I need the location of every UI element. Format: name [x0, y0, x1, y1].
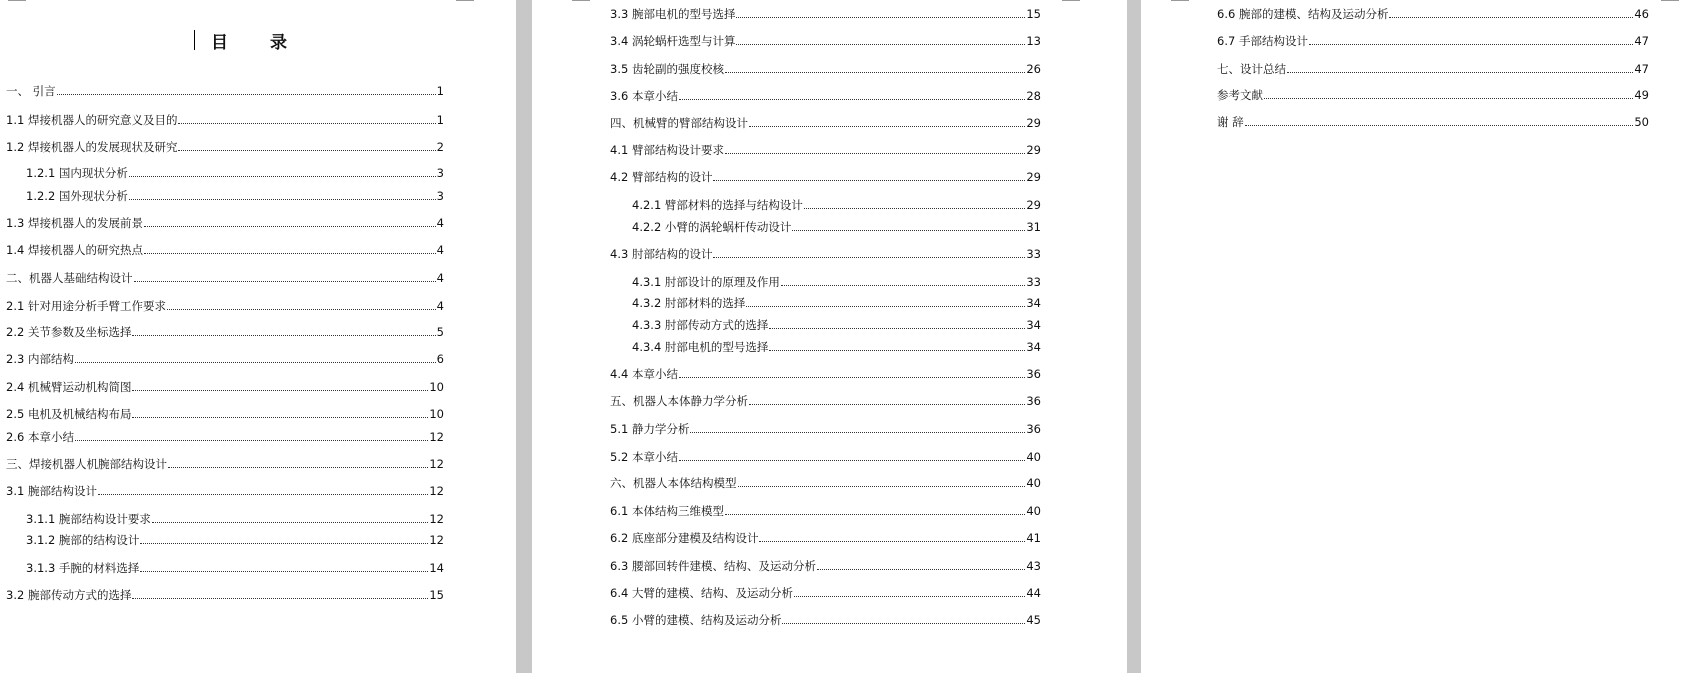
toc-entry-page-number: 1: [436, 113, 444, 127]
toc-entry[interactable]: [610, 503, 1041, 519]
toc-dot-leader: [132, 389, 428, 391]
toc-entry-page-number: 40: [1026, 504, 1041, 518]
toc-entry-page-number: 4: [436, 243, 444, 257]
toc-dot-leader: [129, 198, 436, 200]
document-page-2[interactable]: [532, 0, 1127, 673]
toc-dot-leader: [713, 179, 1025, 181]
toc-entry[interactable]: [610, 6, 1041, 22]
toc-entry-page-number: 40: [1026, 450, 1041, 464]
toc-entry[interactable]: [610, 421, 1041, 437]
toc-entry-page-number: 34: [1026, 318, 1041, 332]
toc-entry-label: 1.4 焊接机器人的研究热点: [6, 243, 143, 257]
toc-dot-leader: [132, 597, 428, 599]
toc-entry[interactable]: [1217, 114, 1649, 130]
toc-dot-leader: [178, 149, 435, 151]
toc-dot-leader: [794, 595, 1025, 597]
toc-entry-page-number: 4: [436, 299, 444, 313]
toc-entry[interactable]: [610, 115, 1041, 131]
toc-dot-leader: [746, 305, 1025, 307]
toc-entry-label: 3.4 涡轮蜗杆选型与计算: [610, 34, 736, 48]
toc-entry-page-number: 1: [436, 84, 444, 98]
toc-entry[interactable]: [6, 112, 444, 128]
toc-entry[interactable]: [6, 242, 444, 258]
toc-entry-page-number: 28: [1026, 89, 1041, 103]
toc-entry[interactable]: [632, 274, 1041, 290]
toc-entry-page-number: 10: [429, 380, 444, 394]
toc-entry[interactable]: [6, 215, 444, 231]
toc-entry[interactable]: [632, 295, 1041, 311]
toc-entry-page-number: 40: [1026, 476, 1041, 490]
toc-entry-label: 3.1.1 腕部结构设计要求: [26, 512, 151, 526]
toc-entry-label: 4.3.1 肘部设计的原理及作用: [632, 275, 780, 289]
toc-entry[interactable]: [632, 219, 1041, 235]
toc-entry-page-number: 4: [436, 271, 444, 285]
toc-dot-leader: [1389, 16, 1633, 18]
toc-dot-leader: [129, 175, 436, 177]
page-corner-mark: [572, 0, 590, 1]
toc-entry-page-number: 46: [1634, 7, 1649, 21]
page-corner-mark: [1062, 0, 1080, 1]
toc-entry[interactable]: [6, 483, 444, 499]
toc-entry[interactable]: [1217, 87, 1649, 103]
toc-entry-label: 1.2.1 国内现状分析: [26, 166, 128, 180]
toc-entry-page-number: 45: [1026, 613, 1041, 627]
toc-dot-leader: [725, 513, 1025, 515]
toc-entry-page-number: 3: [436, 166, 444, 180]
toc-entry-page-number: 12: [429, 484, 444, 498]
toc-entry-label: 4.3.4 肘部电机的型号选择: [632, 340, 769, 354]
toc-entry-page-number: 26: [1026, 62, 1041, 76]
toc-entry-label: 5.1 静力学分析: [610, 422, 690, 436]
toc-entry-label: 1.3 焊接机器人的发展前景: [6, 216, 143, 230]
toc-entry-page-number: 12: [429, 512, 444, 526]
toc-dot-leader: [140, 542, 428, 544]
toc-dot-leader: [725, 71, 1025, 73]
toc-entry-label: 3.2 腕部传动方式的选择: [6, 588, 132, 602]
toc-entry-page-number: 29: [1026, 116, 1041, 130]
toc-dot-leader: [759, 540, 1025, 542]
toc-entry[interactable]: [632, 339, 1041, 355]
toc-entry-page-number: 36: [1026, 367, 1041, 381]
toc-entry[interactable]: [610, 246, 1041, 262]
toc-entry-label: 六、机器人本体结构模型: [610, 476, 737, 490]
toc-entry[interactable]: [26, 532, 444, 548]
toc-dot-leader: [98, 493, 428, 495]
toc-entry-page-number: 31: [1026, 220, 1041, 234]
toc-entry-label: 七、设计总结: [1217, 62, 1286, 76]
toc-entry[interactable]: [632, 197, 1041, 213]
toc-entry[interactable]: [1217, 61, 1649, 77]
toc-entry[interactable]: [610, 449, 1041, 465]
toc-entry[interactable]: [610, 530, 1041, 546]
toc-entry-page-number: 47: [1634, 62, 1649, 76]
toc-entry-page-number: 2: [436, 140, 444, 154]
toc-entry[interactable]: [610, 61, 1041, 77]
toc-entry-label: 6.2 底座部分建模及结构设计: [610, 531, 759, 545]
toc-entry-page-number: 15: [429, 588, 444, 602]
toc-entry-label: 2.6 本章小结: [6, 430, 74, 444]
toc-entry-page-number: 33: [1026, 247, 1041, 261]
toc-entry-label: 谢 辞: [1217, 115, 1244, 129]
toc-entry[interactable]: [6, 270, 444, 286]
toc-title: 目 录: [211, 33, 305, 53]
toc-entry-label: 2.5 电机及机械结构布局: [6, 407, 132, 421]
page-corner-mark: [1171, 0, 1189, 1]
toc-entry[interactable]: [610, 142, 1041, 158]
toc-dot-leader: [817, 568, 1025, 570]
toc-entry[interactable]: [610, 585, 1041, 601]
toc-entry-label: 二、机器人基础结构设计: [6, 271, 133, 285]
toc-dot-leader: [736, 43, 1025, 45]
toc-entry[interactable]: [26, 511, 444, 527]
toc-entry-label: 4.2 臂部结构的设计: [610, 170, 713, 184]
toc-entry-label: 6.4 大臂的建模、结构、及运动分析: [610, 586, 793, 600]
toc-entry-label: 一、 引言: [6, 84, 56, 98]
toc-entry[interactable]: [6, 429, 444, 445]
toc-entry-page-number: 10: [429, 407, 444, 421]
toc-entry[interactable]: [610, 88, 1041, 104]
toc-dot-leader: [782, 622, 1025, 624]
toc-entry-label: 3.1.3 手腕的材料选择: [26, 561, 140, 575]
toc-entry-label: 6.6 腕部的建模、结构及运动分析: [1217, 7, 1389, 21]
toc-entry[interactable]: [6, 139, 444, 155]
toc-entry-page-number: 13: [1026, 34, 1041, 48]
toc-entry-label: 1.1 焊接机器人的研究意义及目的: [6, 113, 178, 127]
toc-entry[interactable]: [610, 169, 1041, 185]
toc-entry[interactable]: [6, 379, 444, 395]
document-page-1[interactable]: [0, 0, 516, 673]
toc-entry[interactable]: [1217, 6, 1649, 22]
toc-entry[interactable]: [26, 165, 444, 181]
toc-dot-leader: [769, 349, 1025, 351]
toc-entry-page-number: 34: [1026, 296, 1041, 310]
toc-entry[interactable]: [610, 558, 1041, 574]
toc-dot-leader: [1309, 43, 1633, 45]
toc-entry[interactable]: [6, 83, 444, 99]
toc-entry[interactable]: [632, 317, 1041, 333]
toc-entry[interactable]: [26, 560, 444, 576]
toc-dot-leader: [769, 327, 1025, 329]
toc-entry[interactable]: [610, 475, 1041, 491]
toc-entry-page-number: 14: [429, 561, 444, 575]
toc-entry[interactable]: [610, 33, 1041, 49]
document-page-3[interactable]: [1141, 0, 1687, 673]
toc-entry-label: 6.3 腰部回转件建模、结构、及运动分析: [610, 559, 816, 573]
toc-entry-page-number: 49: [1634, 88, 1649, 102]
toc-dot-leader: [736, 16, 1025, 18]
toc-dot-leader: [792, 229, 1025, 231]
toc-dot-leader: [140, 570, 428, 572]
toc-entry-page-number: 29: [1026, 143, 1041, 157]
toc-entry[interactable]: [6, 324, 444, 340]
toc-entry-page-number: 12: [429, 533, 444, 547]
toc-dot-leader: [1287, 71, 1633, 73]
toc-entry-label: 2.4 机械臂运动机构简图: [6, 380, 132, 394]
toc-entry-label: 3.5 齿轮副的强度校核: [610, 62, 724, 76]
page-gutter: [516, 0, 532, 673]
toc-entry[interactable]: [610, 612, 1041, 628]
toc-entry-page-number: 41: [1026, 531, 1041, 545]
toc-entry-label: 4.1 臂部结构设计要求: [610, 143, 724, 157]
toc-dot-leader: [75, 361, 436, 363]
toc-entry-page-number: 47: [1634, 34, 1649, 48]
toc-dot-leader: [144, 225, 436, 227]
toc-dot-leader: [690, 431, 1025, 433]
toc-entry-label: 3.6 本章小结: [610, 89, 678, 103]
toc-entry[interactable]: [610, 366, 1041, 382]
toc-entry-label: 4.3.2 肘部材料的选择: [632, 296, 746, 310]
toc-dot-leader: [749, 403, 1025, 405]
toc-dot-leader: [132, 334, 435, 336]
toc-dot-leader: [152, 521, 428, 523]
toc-dot-leader: [57, 93, 436, 95]
toc-entry-label: 3.3 腕部电机的型号选择: [610, 7, 736, 21]
toc-dot-leader: [178, 122, 435, 124]
toc-entry-page-number: 3: [436, 189, 444, 203]
toc-entry-label: 2.2 关节参数及坐标选择: [6, 325, 132, 339]
toc-entry-page-number: 44: [1026, 586, 1041, 600]
toc-entry-page-number: 34: [1026, 340, 1041, 354]
toc-dot-leader: [713, 256, 1025, 258]
toc-entry-label: 5.2 本章小结: [610, 450, 678, 464]
toc-entry-page-number: 15: [1026, 7, 1041, 21]
toc-entry[interactable]: [26, 188, 444, 204]
toc-entry-page-number: 6: [436, 352, 444, 366]
toc-dot-leader: [1245, 124, 1634, 126]
toc-entry-page-number: 36: [1026, 394, 1041, 408]
toc-entry-page-number: 5: [436, 325, 444, 339]
page-corner-mark: [456, 0, 474, 1]
toc-entry[interactable]: [6, 587, 444, 603]
toc-entry-label: 4.3.3 肘部传动方式的选择: [632, 318, 769, 332]
toc-entry-page-number: 43: [1026, 559, 1041, 573]
toc-dot-leader: [134, 280, 436, 282]
toc-dot-leader: [749, 125, 1025, 127]
toc-entry-label: 1.2.2 国外现状分析: [26, 189, 128, 203]
toc-entry-page-number: 12: [429, 430, 444, 444]
toc-entry[interactable]: [6, 351, 444, 367]
page-corner-mark: [8, 0, 26, 1]
toc-dot-leader: [167, 308, 436, 310]
toc-dot-leader: [804, 207, 1025, 209]
toc-dot-leader: [725, 152, 1025, 154]
page-gutter: [1127, 0, 1141, 673]
toc-entry-page-number: 12: [429, 457, 444, 471]
toc-entry[interactable]: [6, 406, 444, 422]
toc-entry-label: 2.3 内部结构: [6, 352, 74, 366]
toc-entry-label: 四、机械臂的臂部结构设计: [610, 116, 748, 130]
toc-dot-leader: [132, 416, 428, 418]
toc-entry[interactable]: [1217, 33, 1649, 49]
toc-entry[interactable]: [6, 298, 444, 314]
toc-entry-page-number: 29: [1026, 198, 1041, 212]
toc-entry-label: 6.5 小臂的建模、结构及运动分析: [610, 613, 782, 627]
toc-entry[interactable]: [610, 393, 1041, 409]
toc-dot-leader: [168, 466, 428, 468]
toc-dot-leader: [679, 459, 1025, 461]
toc-dot-leader: [679, 376, 1025, 378]
toc-entry-label: 4.3 肘部结构的设计: [610, 247, 713, 261]
toc-entry-label: 3.1.2 腕部的结构设计: [26, 533, 140, 547]
toc-entry-page-number: 29: [1026, 170, 1041, 184]
toc-entry-label: 4.2.2 小臂的涡轮蜗杆传动设计: [632, 220, 792, 234]
toc-entry-page-number: 36: [1026, 422, 1041, 436]
toc-entry-label: 4.2.1 臂部材料的选择与结构设计: [632, 198, 803, 212]
toc-entry-page-number: 50: [1634, 115, 1649, 129]
toc-entry-page-number: 4: [436, 216, 444, 230]
toc-entry-label: 3.1 腕部结构设计: [6, 484, 97, 498]
toc-entry-label: 参考文献: [1217, 88, 1263, 102]
toc-entry-label: 三、焊接机器人机腕部结构设计: [6, 457, 167, 471]
toc-dot-leader: [738, 485, 1026, 487]
toc-dot-leader: [75, 439, 428, 441]
page-corner-mark: [1661, 0, 1679, 1]
toc-entry[interactable]: [6, 456, 444, 472]
toc-dot-leader: [679, 98, 1025, 100]
toc-entry-label: 五、机器人本体静力学分析: [610, 394, 748, 408]
toc-entry-label: 2.1 针对用途分析手臂工作要求: [6, 299, 166, 313]
toc-dot-leader: [144, 252, 436, 254]
toc-entry-label: 1.2 焊接机器人的发展现状及研究: [6, 140, 178, 154]
toc-entry-page-number: 33: [1026, 275, 1041, 289]
toc-dot-leader: [1264, 97, 1633, 99]
toc-entry-label: 6.7 手部结构设计: [1217, 34, 1308, 48]
toc-entry-label: 6.1 本体结构三维模型: [610, 504, 724, 518]
toc-entry-label: 4.4 本章小结: [610, 367, 678, 381]
toc-dot-leader: [781, 284, 1025, 286]
